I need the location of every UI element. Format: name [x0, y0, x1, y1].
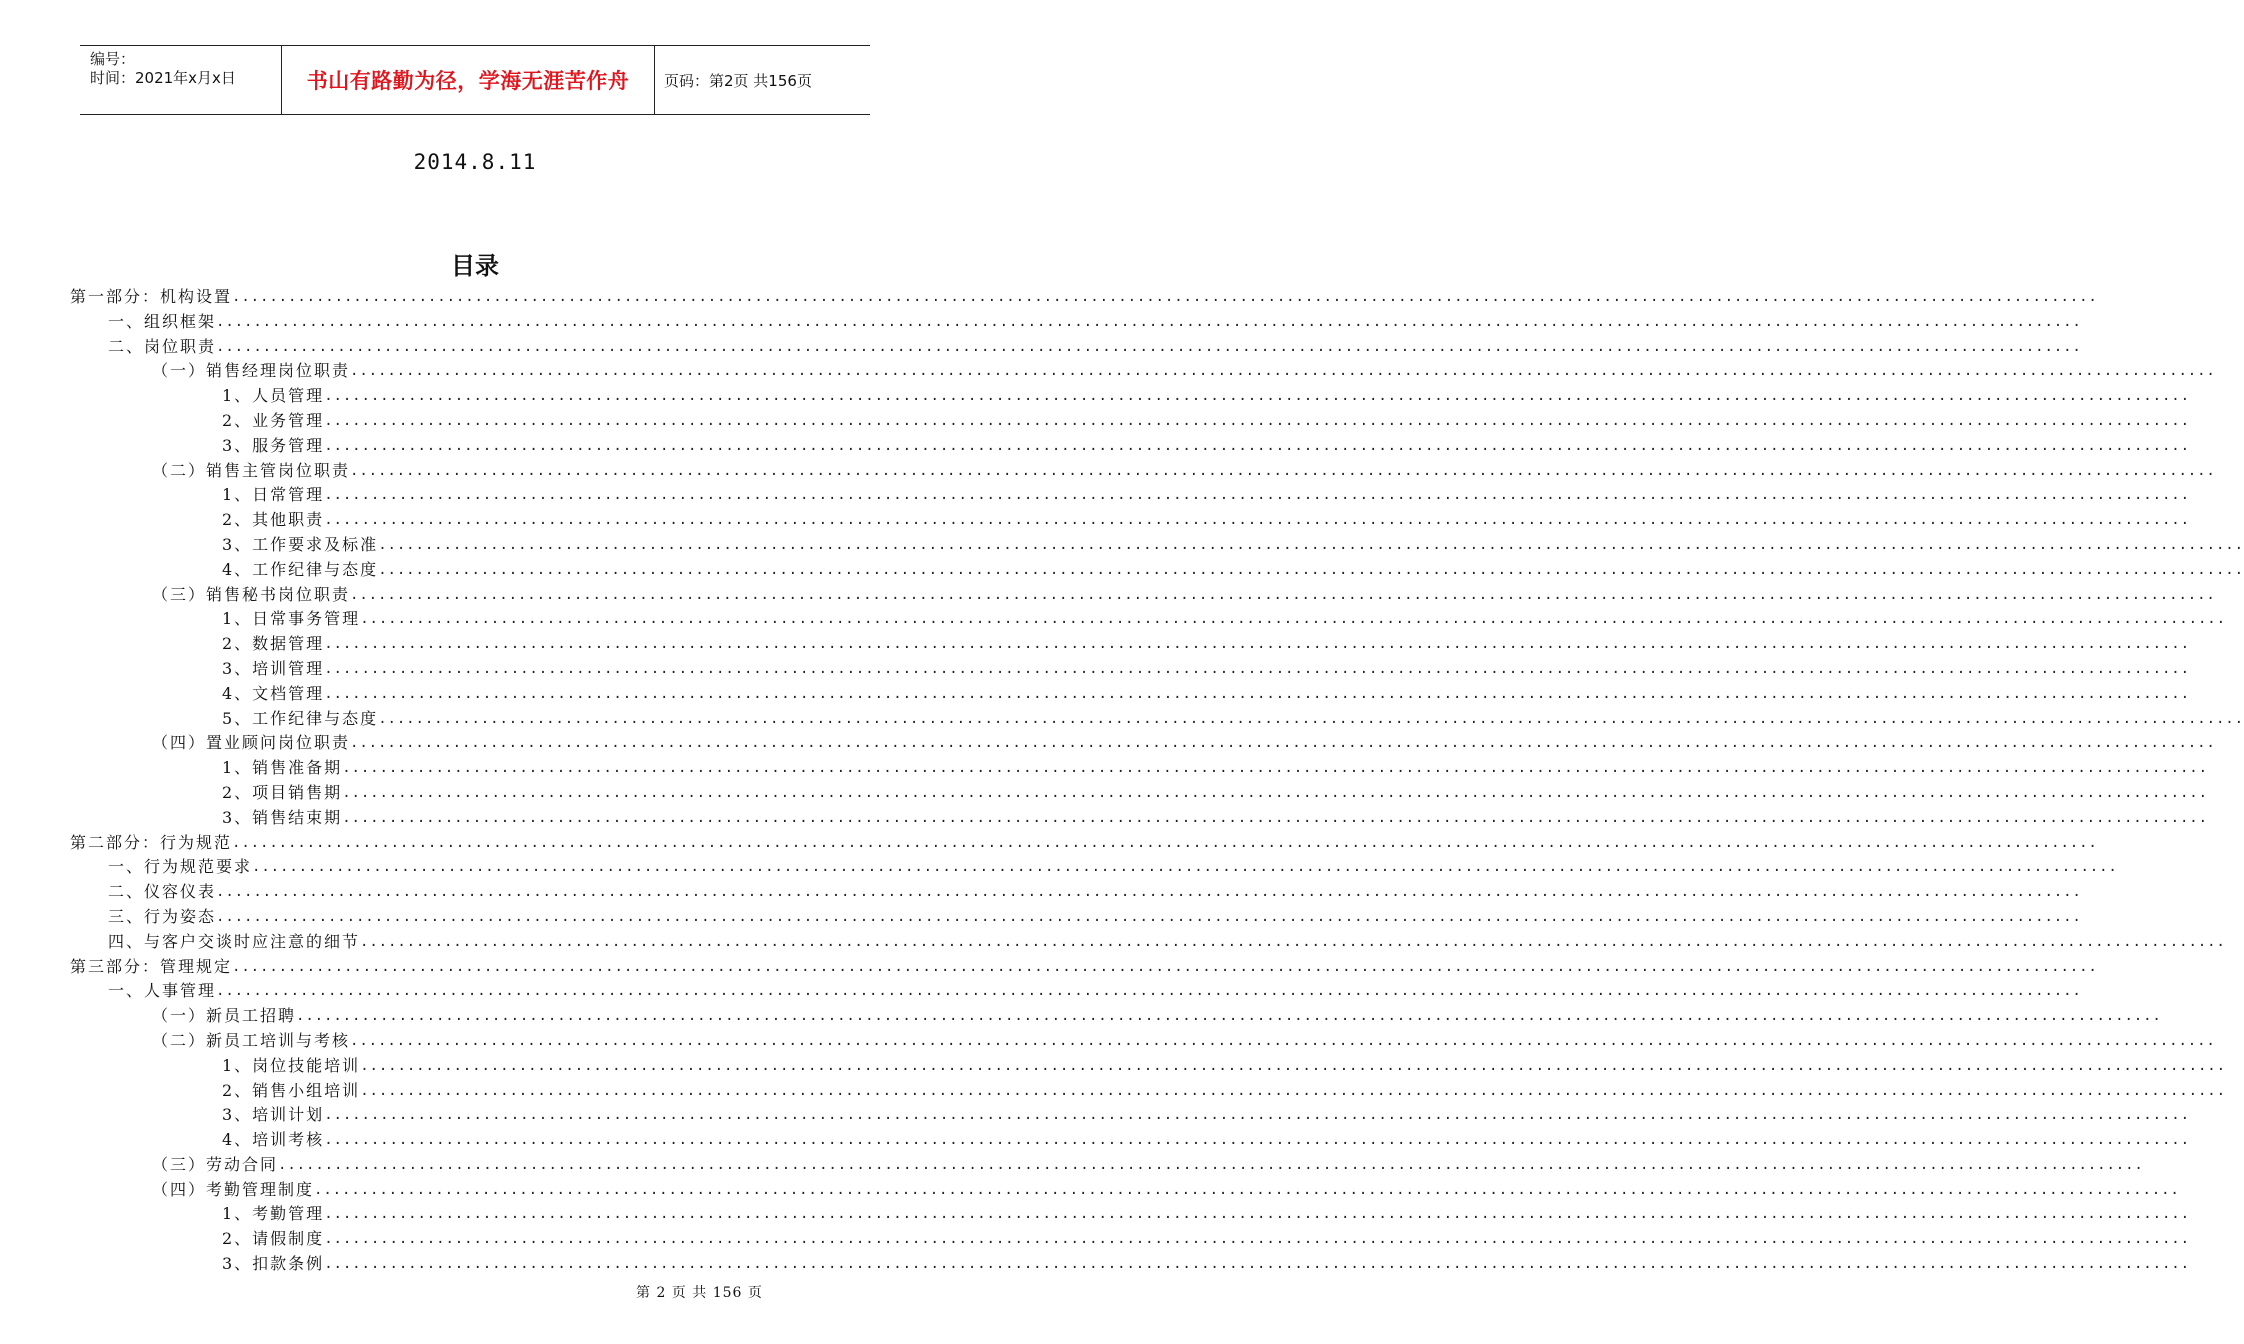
toc-leader-dots: ........................................................................................................................................................................................................ — [350, 735, 2216, 752]
toc-entry — [70, 1252, 2190, 1277]
document-date: 2014.8.11 — [413, 150, 537, 174]
toc-entry-label: 第三部分：管理规定 — [70, 956, 233, 976]
toc-entry-label: 4、培训考核 — [222, 1130, 325, 1150]
toc-entry — [70, 533, 2244, 558]
toc-entry-label: （四）考勤管理制度 — [152, 1179, 315, 1199]
toc-entry-label: 第二部分：行为规范 — [70, 832, 233, 852]
toc-leader-dots: ........................................................................................................................................................................................................ — [324, 1206, 2190, 1223]
toc-entry-label: 1、日常事务管理 — [222, 609, 361, 629]
toc-entry — [70, 682, 2190, 707]
toc-entry — [70, 880, 2082, 905]
toc-leader-dots: ........................................................................................................................................................................................................ — [342, 784, 2208, 801]
toc-entry-label: 三、行为姿态 — [108, 906, 217, 926]
toc-leader-dots: ........................................................................................................................................................................................................ — [296, 1008, 2162, 1025]
toc-leader-dots: ........................................................................................................................................................................................................ — [342, 809, 2208, 826]
toc-leader-dots: ........................................................................................................................................................................................................ — [324, 685, 2190, 702]
header-page-info: 页码：第2页 共156页 — [664, 71, 812, 90]
toc-entry — [70, 1054, 2226, 1079]
time-label: 时间：2021年x月x日 — [90, 69, 236, 87]
toc-entry — [70, 979, 2082, 1004]
toc-leader-dots: ........................................................................................................................................................................................................ — [350, 363, 2216, 380]
toc-entry — [70, 409, 2190, 434]
toc-leader-dots: ........................................................................................................................................................................................................ — [350, 586, 2216, 603]
toc-entry — [70, 657, 2190, 682]
toc-leader-dots: ........................................................................................................................................................................................................ — [324, 1107, 2190, 1124]
toc-leader-dots: ........................................................................................................................................................................................................ — [216, 908, 2082, 925]
toc-leader-dots: ........................................................................................................................................................................................................ — [216, 983, 2082, 1000]
toc-entry-label: 1、考勤管理 — [222, 1204, 325, 1224]
toc-entry-label: 二、岗位职责 — [108, 336, 217, 356]
toc-leader-dots: ........................................................................................................................................................................................................ — [252, 859, 2118, 876]
toc-entry-label: 2、请假制度 — [222, 1229, 325, 1249]
toc-leader-dots: ........................................................................................................................................................................................................ — [216, 313, 2082, 330]
toc-entry — [70, 632, 2190, 657]
toc-entry-label: （四）置业顾问岗位职责 — [152, 733, 351, 753]
toc-entry — [70, 1178, 2180, 1203]
toc-entry-label: 1、日常管理 — [222, 485, 325, 505]
toc-entry — [70, 1103, 2190, 1128]
toc-entry-label: 2、数据管理 — [222, 634, 325, 654]
toc-entry — [70, 1153, 2144, 1178]
toc-leader-dots: ........................................................................................................................................................................................................ — [360, 611, 2226, 628]
toc-entry — [70, 855, 2118, 880]
toc-entry — [70, 483, 2190, 508]
toc-entry — [70, 955, 2098, 980]
toc-entry-label: 一、人事管理 — [108, 981, 217, 1001]
toc-entry-label: 3、培训计划 — [222, 1105, 325, 1125]
toc-entry-label: 3、服务管理 — [222, 435, 325, 455]
toc-leader-dots: ........................................................................................................................................................................................................ — [232, 289, 2098, 305]
toc-entry-label: （一）销售经理岗位职责 — [152, 361, 351, 381]
toc-entry — [70, 508, 2190, 533]
toc-entry — [70, 930, 2226, 955]
toc-entry-label: 4、文档管理 — [222, 683, 325, 703]
toc-entry — [70, 731, 2216, 756]
toc-entry — [70, 607, 2226, 632]
toc-entry-label: 2、销售小组培训 — [222, 1080, 361, 1100]
toc-leader-dots: ........................................................................................................................................................................................................ — [324, 1231, 2190, 1248]
toc-entry-label: （三）销售秘书岗位职责 — [152, 584, 351, 604]
toc-entry — [70, 756, 2208, 781]
toc-entry — [70, 905, 2082, 930]
toc-entry-label: 3、工作要求及标准 — [222, 534, 379, 554]
page-footer: 第 2 页 共 156 页 — [636, 1285, 763, 1301]
toc-entry — [70, 1079, 2226, 1104]
toc-leader-dots: ........................................................................................................................................................................................................ — [278, 1156, 2144, 1173]
toc-entry — [70, 707, 2244, 732]
toc-leader-dots: ........................................................................................................................................................................................................ — [324, 512, 2190, 529]
toc-entry-label: 1、销售准备期 — [222, 758, 343, 778]
toc-entry-label: 4、工作纪律与态度 — [222, 559, 379, 579]
toc-leader-dots: ........................................................................................................................................................................................................ — [342, 760, 2208, 777]
toc-entry-label: 2、业务管理 — [222, 410, 325, 430]
toc-entry-label: 3、培训管理 — [222, 658, 325, 678]
toc-entry-label: 3、销售结束期 — [222, 807, 343, 827]
toc-leader-dots: ........................................................................................................................................................................................................ — [378, 561, 2244, 578]
toc-leader-dots: ........................................................................................................................................................................................................ — [232, 834, 2098, 851]
toc-entry-label: 二、仪容仪表 — [108, 882, 217, 902]
toc-entry — [70, 831, 2098, 856]
toc-entry — [70, 583, 2216, 608]
toc-entry-label: 2、项目销售期 — [222, 782, 343, 802]
toc-entry-label: 5、工作纪律与态度 — [222, 708, 379, 728]
toc-leader-dots: ........................................................................................................................................................................................................ — [324, 660, 2190, 677]
code-label: 编号： — [90, 50, 136, 68]
toc-entry — [70, 434, 2190, 459]
toc-leader-dots: ........................................................................................................................................................................................................ — [314, 1181, 2180, 1198]
toc-leader-dots: ........................................................................................................................................................................................................ — [324, 487, 2190, 504]
toc-leader-dots: ........................................................................................................................................................................................................ — [216, 884, 2082, 901]
toc-leader-dots: ........................................................................................................................................................................................................ — [324, 1132, 2190, 1149]
toc-leader-dots: ........................................................................................................................................................................................................ — [360, 933, 2226, 950]
table-of-contents — [70, 285, 2244, 1277]
toc-leader-dots: ........................................................................................................................................................................................................ — [324, 636, 2190, 653]
toc-entry-label: 一、行为规范要求 — [108, 857, 253, 877]
toc-entry — [70, 359, 2216, 384]
toc-entry — [70, 806, 2208, 831]
toc-entry — [70, 459, 2216, 484]
toc-entry-label: （三）劳动合同 — [152, 1154, 279, 1174]
toc-entry — [70, 1128, 2190, 1153]
toc-entry — [70, 384, 2190, 409]
toc-leader-dots: ........................................................................................................................................................................................................ — [324, 412, 2190, 429]
toc-entry — [70, 1004, 2162, 1029]
toc-leader-dots: ........................................................................................................................................................................................................ — [232, 958, 2098, 975]
toc-title: 目录 — [451, 252, 499, 280]
toc-entry-label: （一）新员工招聘 — [152, 1006, 297, 1026]
toc-leader-dots: ........................................................................................................................................................................................................ — [324, 1256, 2190, 1273]
toc-entry — [70, 1202, 2190, 1227]
toc-entry — [70, 558, 2244, 583]
toc-entry — [70, 285, 2098, 310]
toc-entry-label: 四、与客户交谈时应注意的细节 — [108, 931, 361, 951]
toc-entry — [70, 1227, 2190, 1252]
toc-entry — [70, 335, 2082, 360]
toc-entry — [70, 1029, 2216, 1054]
toc-leader-dots: ........................................................................................................................................................................................................ — [216, 338, 2082, 355]
toc-entry-label: （二）新员工培训与考核 — [152, 1030, 351, 1050]
toc-leader-dots: ........................................................................................................................................................................................................ — [350, 462, 2216, 479]
toc-leader-dots: ........................................................................................................................................................................................................ — [360, 1082, 2226, 1099]
toc-entry-label: 一、组织框架 — [108, 311, 217, 331]
toc-entry-label: 2、其他职责 — [222, 510, 325, 530]
header-motto: 书山有路勤为径，学海无涯苦作舟 — [281, 46, 655, 114]
toc-leader-dots: ........................................................................................................................................................................................................ — [360, 1057, 2226, 1074]
toc-entry-label: 1、人员管理 — [222, 386, 325, 406]
toc-entry-label: 3、扣款条例 — [222, 1254, 325, 1274]
toc-leader-dots: ........................................................................................................................................................................................................ — [350, 1032, 2216, 1049]
header-meta — [80, 46, 281, 114]
page-header — [80, 45, 870, 115]
toc-entry-label: 1、岗位技能培训 — [222, 1055, 361, 1075]
toc-leader-dots: ........................................................................................................................................................................................................ — [378, 710, 2244, 727]
toc-entry — [70, 781, 2208, 806]
toc-leader-dots: ........................................................................................................................................................................................................ — [324, 388, 2190, 405]
toc-leader-dots: ........................................................................................................................................................................................................ — [324, 437, 2190, 454]
toc-entry — [70, 310, 2082, 335]
toc-leader-dots: ........................................................................................................................................................................................................ — [378, 536, 2244, 553]
toc-entry-label: （二）销售主管岗位职责 — [152, 460, 351, 480]
toc-entry-label: 第一部分：机构设置 — [70, 287, 233, 306]
